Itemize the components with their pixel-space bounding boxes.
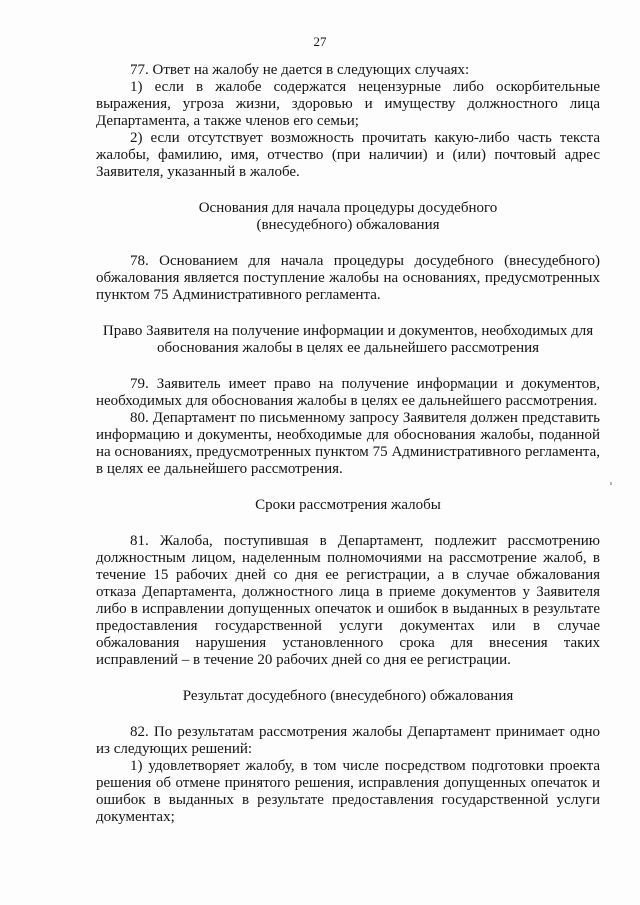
page-content [96,62,600,826]
paragraph-82-item-1: 1) удовлетворяет жалобу, в том числе посредством подготовки проекта решения об отмене принятого решения, исправления допущенных опечаток и ошибок в выданных в результате предоставления государственной услуги документах; [96,758,600,825]
section-heading-review-terms [96,497,600,514]
paragraph-79: 79. Заявитель имеет право на получение информации и документов, необходимых для обоснования жалобы в целях ее дальнейшего рассмотрения. [96,376,600,409]
heading-line: (внесудебного) обжалования [256,217,440,233]
paragraph-77-item-1: 1) если в жалобе содержатся нецензурные либо оскорбительные выражения, угроза жизни, здоровью и имуществу должностного лица Департамента, а также членов его семьи; [96,79,600,129]
section-heading-appeal-result [96,688,600,705]
page-number: 27 [313,34,327,49]
paragraph-78: 78. Основанием для начала процедуры досудебного (внесудебного) обжалования является поступление жалобы на основаниях, предусмотренных пунктом 75 Административного регламента. [96,253,600,303]
paragraph-81: 81. Жалоба, поступившая в Департамент, подлежит рассмотрению должностным лицом, наделенным полномочиями на рассмотрение жалоб, в течение 15 рабочих дней со дня ее регистрации, а в случае обжалования отказа Департамента, должностного лица в приеме документов у Заявителя либо в исправлении допущенных опечаток и ошибок в выданных в результате предоставления государственной услуги документах или в случае обжалования нарушения установленного срока для внесения таких исправлений – в течение 20 рабочих дней со дня ее регистрации. [96,533,600,668]
heading-line: Право Заявителя на получение информации и документов, необходимых для [102,323,594,339]
section-heading-right-to-information [88,323,608,357]
section-heading-grounds [96,200,600,234]
heading-line: Сроки рассмотрения жалобы [255,497,441,513]
heading-line: обоснования жалобы в целях ее дальнейшего рассмотрения [156,340,540,356]
paragraph-80: 80. Департамент по письменному запросу Заявителя должен представить информацию и документы, необходимые для обоснования жалобы, поданной на основаниях, предусмотренных пунктом 75 Административного регламента, в целях ее дальнейшего рассмотрения. [96,410,600,477]
paragraph-77: 77. Ответ на жалобу не дается в следующих случаях: [130,62,470,78]
scan-margin-mark [610,482,612,485]
paragraph-82: 82. По результатам рассмотрения жалобы Департамент принимает одно из следующих решений: [96,724,600,757]
heading-line: Основания для начала процедуры досудебного [198,200,498,216]
paragraph-77-item-2: 2) если отсутствует возможность прочитать какую-либо часть текста жалобы, фамилию, имя, отчество (при наличии) и (или) почтовый адрес Заявителя, указанный в жалобе. [96,130,600,180]
heading-line: Результат досудебного (внесудебного) обжалования [182,688,514,704]
